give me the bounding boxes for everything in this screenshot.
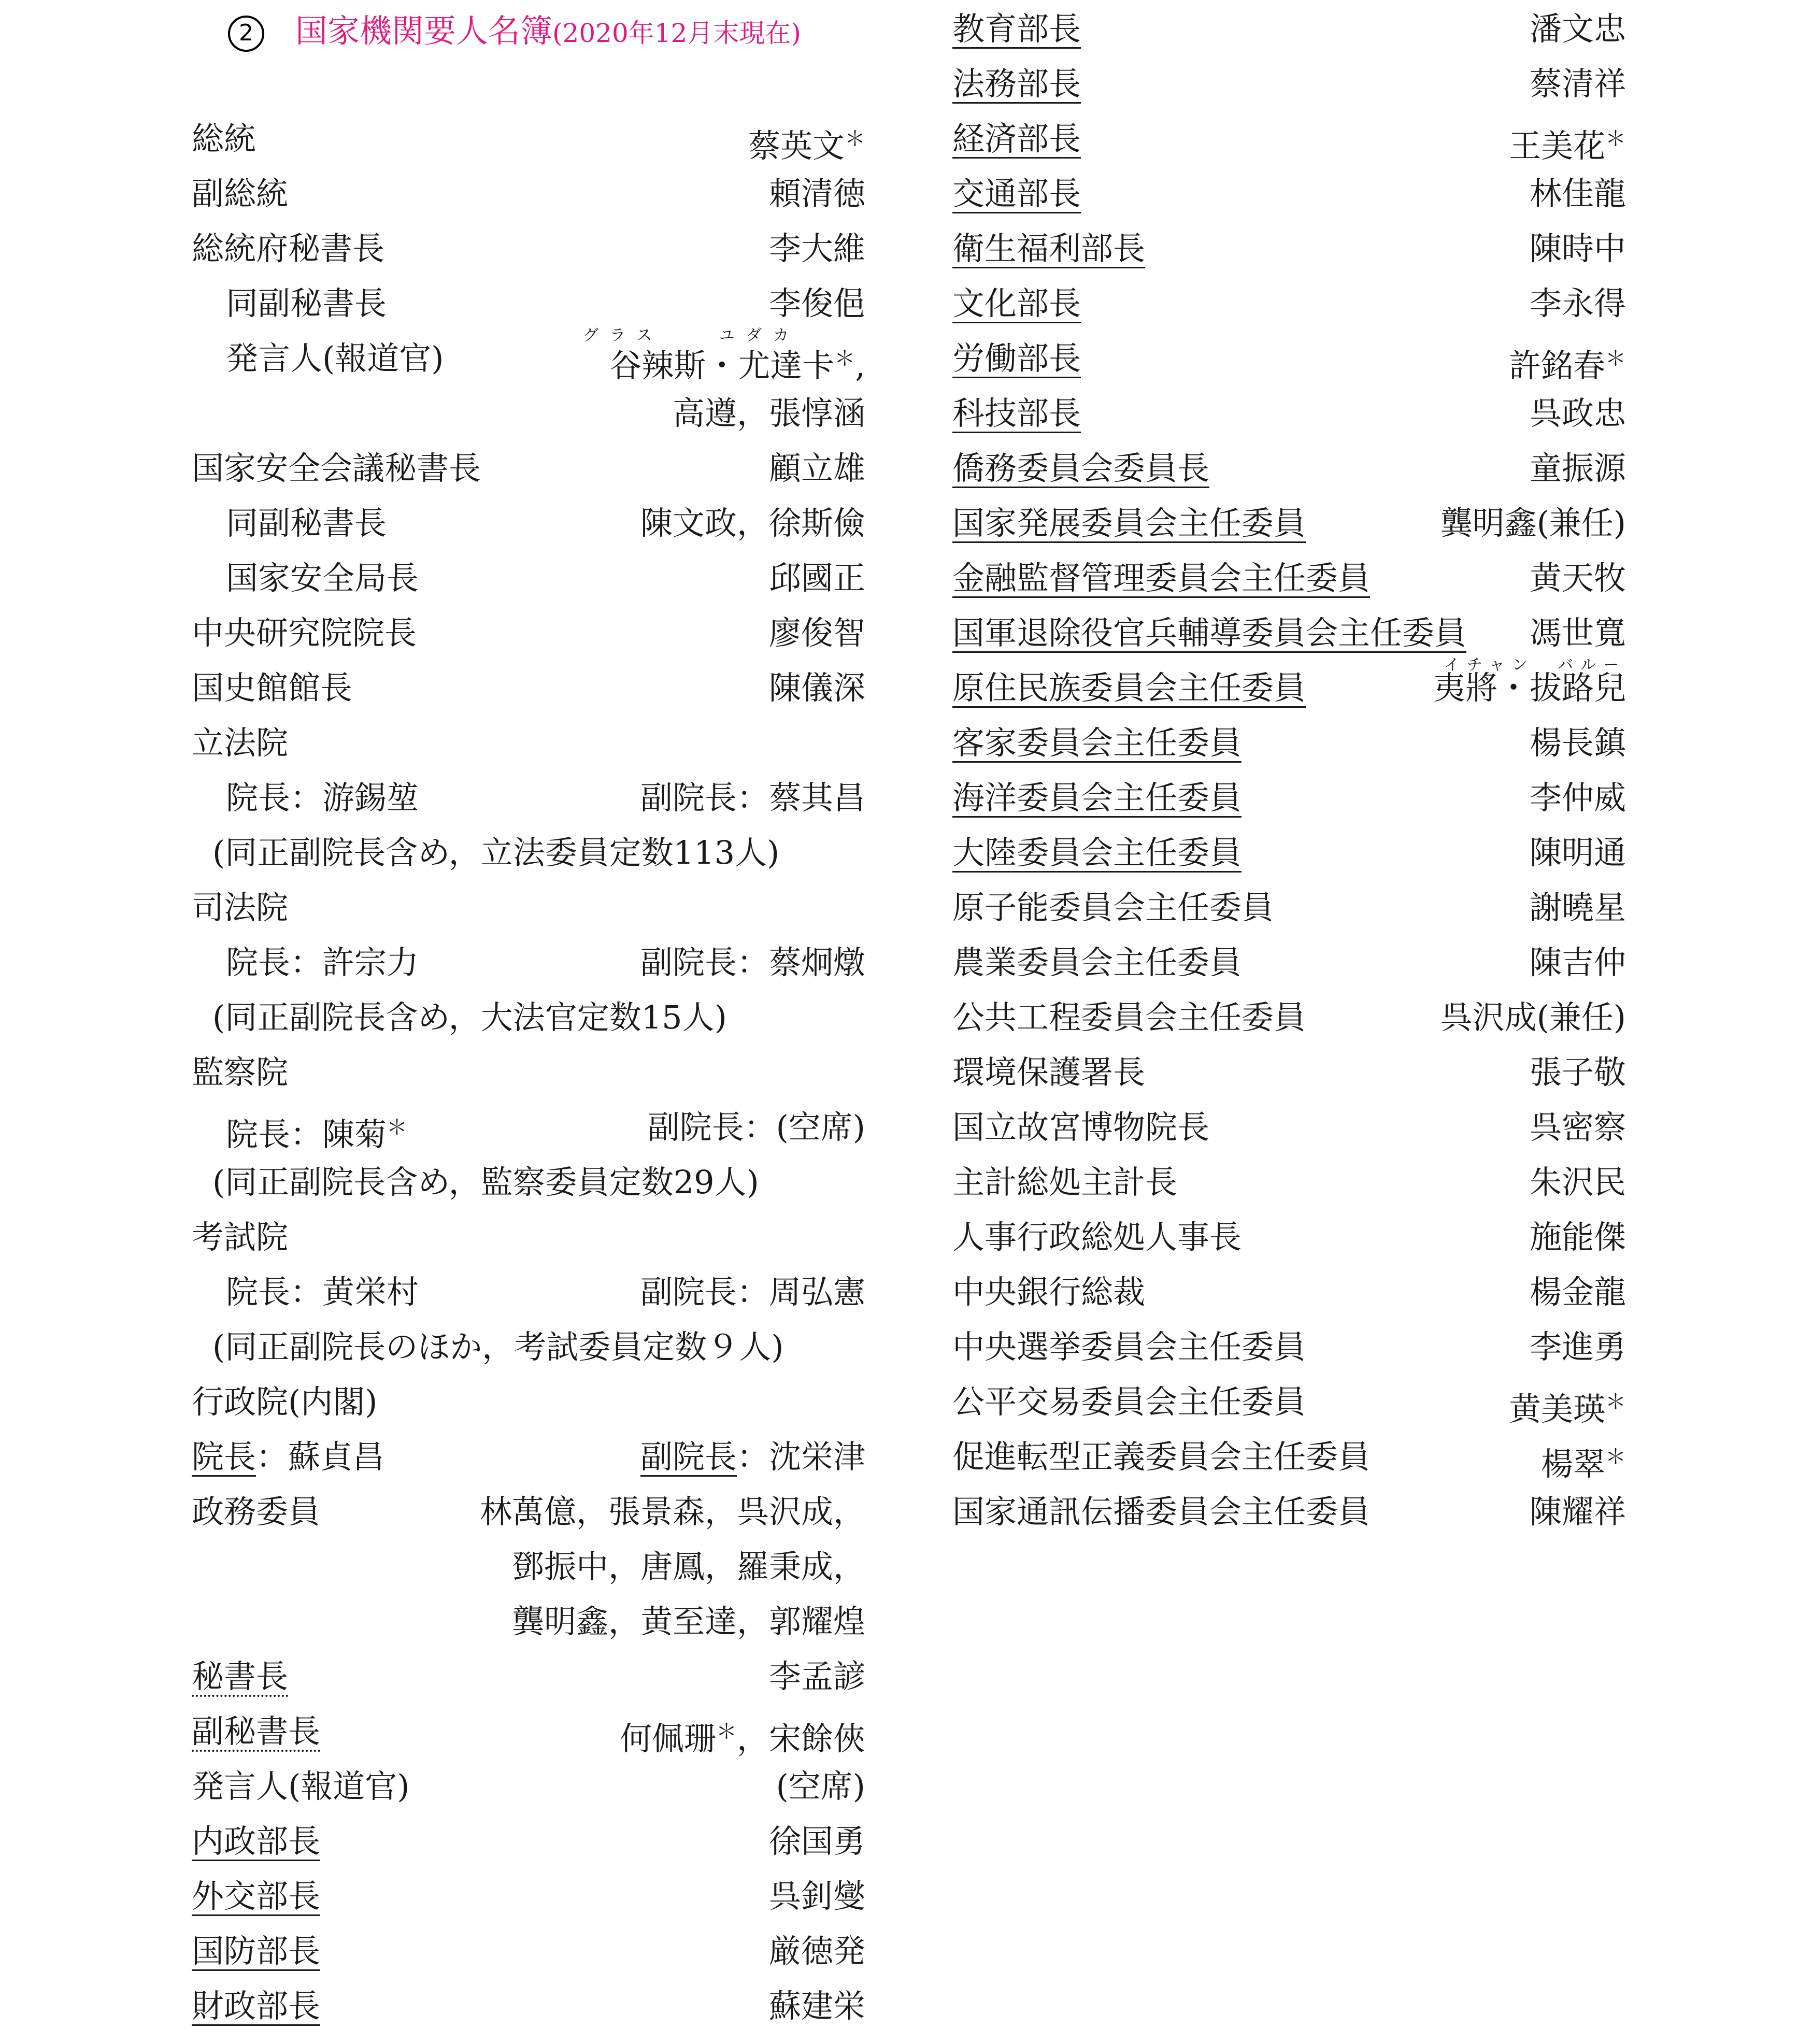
entry-row [952, 56, 1626, 111]
vice-text: 副院長：蔡炯燉 [640, 944, 865, 981]
entry-label: 法務部長 [952, 65, 1081, 103]
entry-value: 陳儀深 [768, 669, 865, 707]
entry-row [952, 825, 1626, 880]
entry-label: 総統府秘書長 [192, 230, 385, 267]
entry-value: 厳徳発 [768, 1932, 865, 1970]
entry-label: 主計総処主計長 [952, 1163, 1178, 1201]
entry-row [952, 441, 1626, 496]
note-text: (同正副院長含め，立法委員定数113人) [212, 834, 780, 871]
entry-label: 同副秘書長 [226, 284, 387, 322]
entry-value: 童振源 [1529, 449, 1626, 487]
entry-label: 国防部長 [192, 1932, 321, 1970]
entry-value: 李仲威 [1529, 779, 1626, 817]
entry-row [952, 221, 1626, 276]
entry-label: 副秘書長 [192, 1712, 321, 1750]
entry-row [952, 1265, 1626, 1320]
heading-text: 行政院(内閣) [192, 1383, 378, 1421]
entry-value: 王美花＊ [1508, 127, 1626, 165]
entry-row [952, 1320, 1626, 1375]
entry-label: 総統 [192, 120, 256, 158]
entry-row [192, 1814, 865, 1869]
entry-value: 蘇建栄 [768, 1987, 865, 2025]
entry-value: 楊長鎮 [1529, 724, 1626, 762]
title-date: (2020年12月末現在) [552, 18, 801, 48]
entry-row [952, 2, 1626, 56]
title-main: 国家機関要人名簿 [295, 12, 553, 50]
entry-value: 呉釗燮 [768, 1877, 865, 1915]
entry-label: 国家発展委員会主任委員 [952, 504, 1306, 542]
section-heading [192, 716, 865, 770]
entry-value: 黄美瑛＊ [1508, 1390, 1626, 1428]
entry-row [192, 1594, 865, 1649]
vice-text: 副院長：蔡其昌 [640, 779, 865, 817]
entry-row [192, 386, 865, 441]
entry-row [192, 1100, 865, 1155]
entry-label: 金融監督管理委員会主任委員 [952, 559, 1371, 597]
note-row [192, 1155, 865, 1210]
section-heading [192, 1375, 865, 1430]
entry-label: 海洋委員会主任委員 [952, 779, 1242, 817]
entry-label: 原子能委員会主任委員 [952, 889, 1274, 926]
section-heading [192, 880, 865, 935]
entry-value: 頼清徳 [768, 175, 865, 212]
entry-label: 客家委員会主任委員 [952, 724, 1242, 762]
entry-label: 人事行政総処人事長 [952, 1218, 1242, 1256]
entry-row [192, 326, 865, 386]
entry-label: 国史館館長 [192, 669, 353, 707]
president-text: 院長：陳菊＊ [226, 1116, 408, 1153]
section-number: 2 [228, 16, 264, 52]
entry-row [192, 1539, 865, 1594]
entry-value: 谷辣斯・尤達卡＊, [609, 347, 865, 384]
entry-label: 国家安全局長 [226, 559, 419, 597]
entry-row [192, 1265, 865, 1320]
entry-value: 謝曉星 [1529, 889, 1626, 926]
entry-row [952, 770, 1626, 825]
entry-label: 公平交易委員会主任委員 [952, 1383, 1306, 1421]
entry-value: 廖俊智 [768, 614, 865, 652]
entry-label: 農業委員会主任委員 [952, 944, 1242, 981]
entry-row [952, 1155, 1626, 1210]
entry-row [192, 770, 865, 825]
entry-value: 李永得 [1529, 284, 1626, 322]
section-heading [192, 1045, 865, 1100]
president-name: ：蘇貞昌 [256, 1438, 385, 1476]
entry-value: 林萬億，張景森，呉沢成， [479, 1493, 865, 1531]
note-row [192, 825, 865, 880]
president-text: 院長：游錫堃 [226, 779, 419, 817]
entry-value: 黄天牧 [1529, 559, 1626, 597]
entry-value: 林佳龍 [1529, 175, 1626, 212]
entry-value: 李俊俋 [768, 284, 865, 322]
entry-row [192, 1484, 865, 1539]
entry-row [192, 1979, 865, 2034]
entry-label: 政務委員 [192, 1493, 321, 1531]
entry-value: 高遵，張惇涵 [672, 394, 865, 432]
ruby-reading: ユダカ [719, 326, 800, 345]
entry-value: 龔明鑫(兼任) [1440, 504, 1626, 542]
entry-label: 促進転型正義委員会主任委員 [952, 1438, 1371, 1476]
entry-value: 蔡英文＊ [748, 127, 865, 165]
entry-label: 中央選挙委員会主任委員 [952, 1328, 1306, 1366]
entry-label: 外交部長 [192, 1877, 321, 1915]
entry-row [192, 496, 865, 551]
entry-value: 許銘春＊ [1508, 347, 1626, 384]
entry-value: 施能傑 [1529, 1218, 1626, 1256]
entry-row [192, 1869, 865, 1924]
entry-label: 環境保護署長 [952, 1053, 1146, 1091]
entry-row [952, 111, 1626, 166]
entry-label: 文化部長 [952, 284, 1081, 322]
entry-label: 経済部長 [952, 120, 1081, 158]
entry-label: 労働部長 [952, 339, 1081, 377]
entry-row [952, 1430, 1626, 1484]
entry-value: 陳耀祥 [1529, 1493, 1626, 1531]
entry-label: 教育部長 [952, 10, 1081, 48]
entry-row [192, 606, 865, 661]
president-title: 院長 [192, 1438, 256, 1476]
entry-row [192, 661, 865, 716]
entry-label: 財政部長 [192, 1987, 321, 2025]
entry-label: 公共工程委員会主任委員 [952, 998, 1306, 1036]
entry-row [952, 386, 1626, 441]
entry-row [192, 111, 865, 166]
entry-value: 夷將・拔路兒 [1433, 669, 1626, 707]
entry-value: 呉密察 [1529, 1108, 1626, 1146]
entry-row [952, 496, 1626, 551]
heading-text: 考試院 [192, 1218, 289, 1256]
entry-row [192, 166, 865, 221]
president-text: 院長：黄栄村 [226, 1273, 419, 1311]
entry-value: 陳明通 [1529, 834, 1626, 871]
entry-row [192, 1704, 865, 1759]
entry-value: 陳吉仲 [1529, 944, 1626, 981]
entry-value: 潘文忠 [1529, 10, 1626, 48]
entry-label: 国軍退除役官兵輔導委員会主任委員 [952, 614, 1467, 652]
entry-row [192, 1924, 865, 1979]
entry-row [952, 1375, 1626, 1430]
heading-text: 司法院 [192, 889, 289, 926]
entry-value: 楊金龍 [1529, 1273, 1626, 1311]
ruby-reading: グラス [583, 326, 664, 345]
entry-label: 国家通訊伝播委員会主任委員 [952, 1493, 1371, 1531]
entry-label: 衛生福利部長 [952, 230, 1146, 267]
entry-row [192, 1430, 865, 1484]
entry-value: 何佩珊＊，宋餘俠 [619, 1720, 865, 1757]
entry-value: (空席) [776, 1767, 865, 1805]
entry-row [952, 880, 1626, 935]
entry-value: 陳文政，徐斯儉 [640, 504, 865, 542]
entry-row [952, 1484, 1626, 1539]
entry-label: 国家安全会議秘書長 [192, 449, 481, 487]
entry-value: 蔡清祥 [1529, 65, 1626, 103]
entry-value: 呉政忠 [1529, 394, 1626, 432]
entry-value: 李孟諺 [768, 1657, 865, 1695]
entry-label: 大陸委員会主任委員 [952, 834, 1242, 871]
entry-row [192, 551, 865, 606]
note-row [192, 1320, 865, 1375]
entry-row [192, 1649, 865, 1704]
entry-value: 李大維 [768, 230, 865, 267]
vice-title: 副院長 [640, 1438, 737, 1476]
note-text: (同正副院長のほか，考試委員定数９人) [212, 1328, 784, 1366]
entry-value: 楊翠＊ [1540, 1445, 1626, 1483]
president-text: 院長：許宗力 [226, 944, 419, 981]
note-text: (同正副院長含め，大法官定数15人) [212, 998, 727, 1036]
entry-row [192, 441, 865, 496]
entry-label: 内政部長 [192, 1822, 321, 1860]
entry-label: 国立故宮博物院長 [952, 1108, 1210, 1146]
entry-value: 張子敬 [1529, 1053, 1626, 1091]
entry-row [192, 935, 865, 990]
entry-value: 朱沢民 [1529, 1163, 1626, 1201]
entry-label: 秘書長 [192, 1657, 289, 1695]
page-title [228, 9, 801, 53]
vice-text: 副院長：周弘憲 [640, 1273, 865, 1311]
entry-label: 中央研究院院長 [192, 614, 417, 652]
entry-row [952, 166, 1626, 221]
vice-text: 副院長：(空席) [647, 1108, 865, 1146]
vice-name: ：沈栄津 [736, 1438, 865, 1476]
heading-text: 立法院 [192, 724, 289, 762]
entry-row [952, 1100, 1626, 1155]
entry-row [952, 331, 1626, 386]
entry-value: 李進勇 [1529, 1328, 1626, 1366]
entry-label: 中央銀行総裁 [952, 1273, 1146, 1311]
ruby-reading: イチャン バルー [1444, 656, 1626, 674]
entry-row [952, 1210, 1626, 1265]
entry-row [192, 221, 865, 276]
entry-row [952, 276, 1626, 331]
entry-row [952, 606, 1626, 661]
entry-value: 邱國正 [768, 559, 865, 597]
entry-row [952, 716, 1626, 770]
entry-label: 発言人(報道官) [226, 339, 444, 377]
note-text: (同正副院長含め，監察委員定数29人) [212, 1163, 759, 1201]
entry-row [952, 551, 1626, 606]
entry-row [952, 656, 1626, 716]
entry-row [192, 276, 865, 331]
note-row [192, 990, 865, 1045]
entry-value: 顧立雄 [768, 449, 865, 487]
entry-value: 鄧振中，唐鳳，羅秉成， [511, 1548, 865, 1585]
entry-label: 副総統 [192, 175, 289, 212]
entry-label: 原住民族委員会主任委員 [952, 669, 1306, 707]
entry-value: 馮世寬 [1529, 614, 1626, 652]
section-heading [192, 1210, 865, 1265]
entry-value: 呉沢成(兼任) [1440, 998, 1626, 1036]
entry-label: 交通部長 [952, 175, 1081, 212]
heading-text: 監察院 [192, 1053, 289, 1091]
entry-label: 同副秘書長 [226, 504, 387, 542]
entry-row [192, 1759, 865, 1814]
entry-row [952, 1045, 1626, 1100]
entry-row [952, 935, 1626, 990]
entry-label: 僑務委員会委員長 [952, 449, 1210, 487]
entry-value: 徐国勇 [768, 1822, 865, 1860]
entry-row [952, 990, 1626, 1045]
entry-label: 発言人(報道官) [192, 1767, 410, 1805]
entry-value: 龔明鑫，黄至達，郭耀煌 [511, 1603, 865, 1640]
entry-value: 陳時中 [1529, 230, 1626, 267]
entry-label: 科技部長 [952, 394, 1081, 432]
